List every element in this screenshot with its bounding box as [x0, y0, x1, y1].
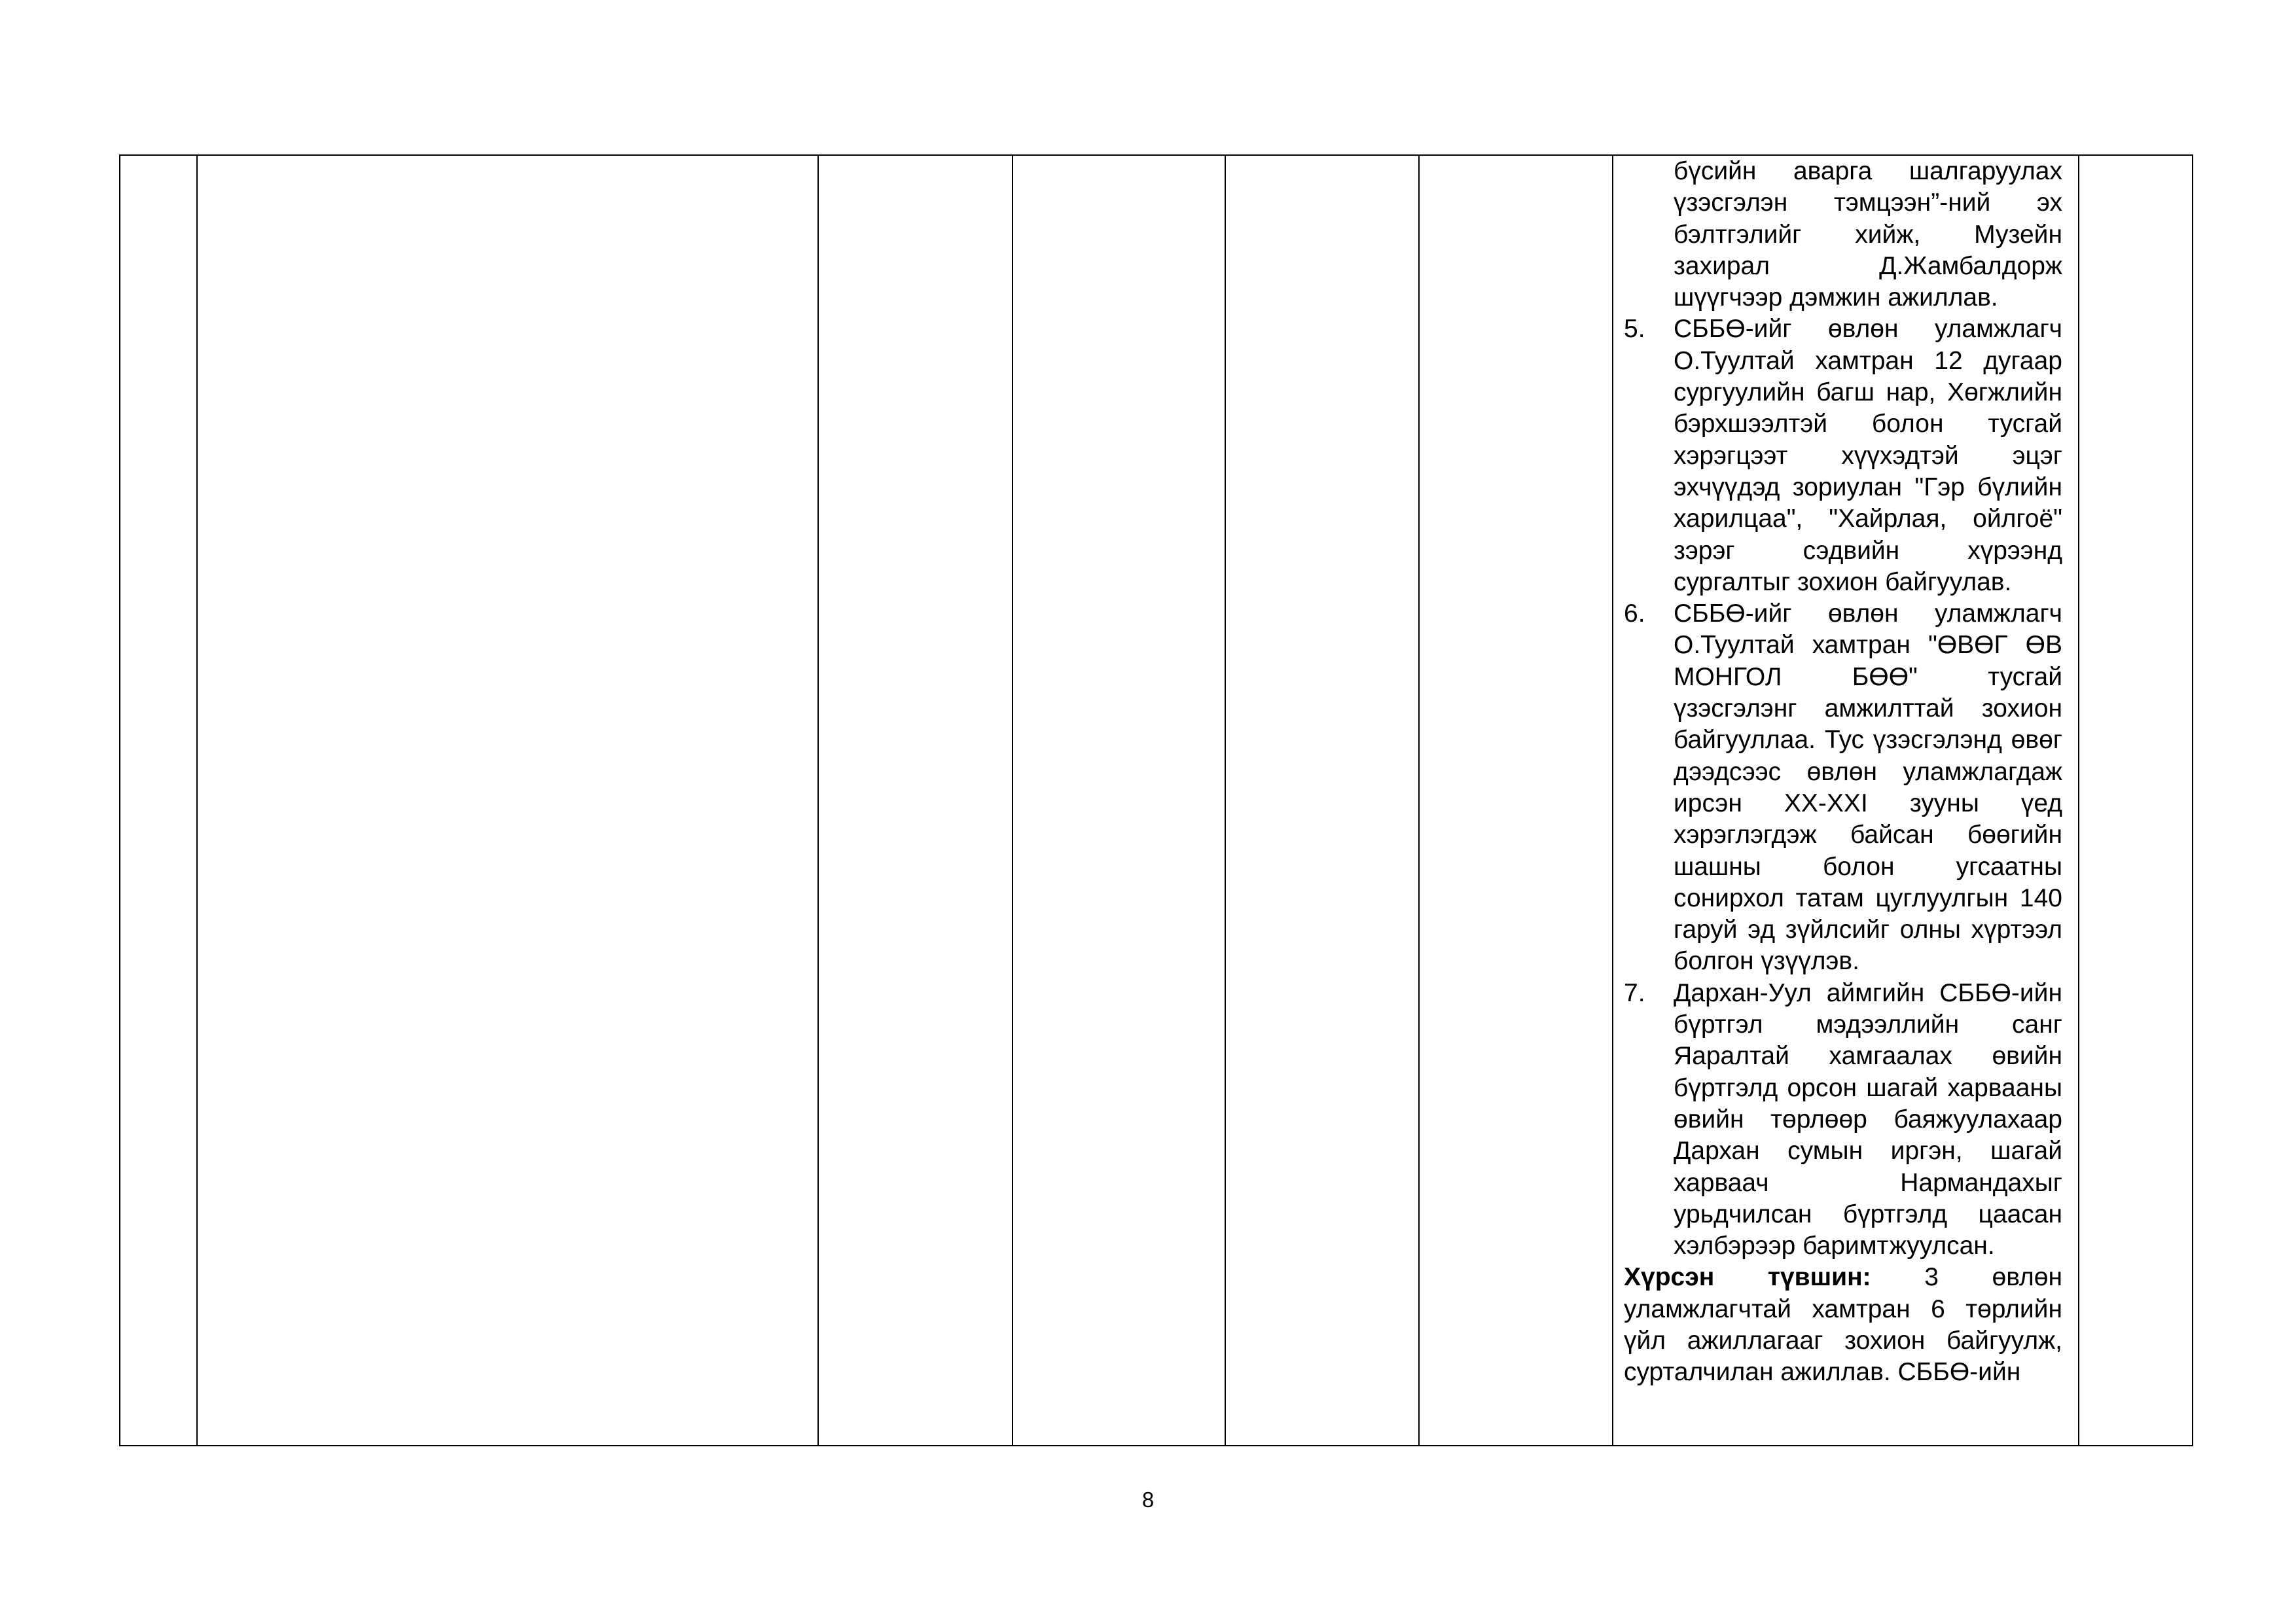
list-item [1624, 156, 2062, 313]
page-number: 8 [1141, 1488, 1155, 1512]
item-text: СББӨ-ийг өвлөн уламжлагч О.Туултай хамтран 12 дугаар сургуулийн багш нар, Хөгжлийн бэрхшээлтэй болон тусгай хэрэгцээт хүүхэдтэй эцэг эхчүүдэд зориулан "Гэр бүлийн харилцаа", "Хайрлая, ойлгоё" зэрэг сэдвийн хүрээнд сургалтыг зохион байгуулав. [1674, 315, 2062, 596]
table-cell-6 [1419, 155, 1613, 1446]
item-number: 5. [1624, 315, 1645, 344]
list-item [1624, 598, 2062, 978]
table-cell-activity [197, 155, 818, 1446]
item-text: Дархан-Уул аймгийн СББӨ-ийн бүртгэл мэдээллийн санг Яаралтай хамгаалах өвийн бүртгэлд орсон шагай харвааны өвийн төрлөөр баяжуулахаар Дархан сумын иргэн, шагай харваач Нармандахыг урьдчилсан бүртгэлд цаасан хэлбэрээр баримтжуулсан. [1674, 978, 2062, 1260]
list-item [1624, 313, 2062, 598]
table-row [120, 155, 2193, 1446]
continuation-text: бүсийн аварга шалгаруулах үзэсгэлэн тэмцээн”-ний эх бэлтгэлийг хийж, Музейн захирал Д.Жамбалдорж шүүгчээр дэмжин ажиллав. [1674, 157, 2062, 312]
item-number: 6. [1624, 599, 1645, 628]
table-cell-5 [1225, 155, 1419, 1446]
performance-list [1624, 156, 2062, 1262]
summary-text: 3 өвлөн уламжлагчтай хамтран 6 төрлийн үйл ажиллагааг зохион байгуулж, сурталчилан ажиллав. СББӨ-ийн [1624, 1263, 2062, 1387]
table-cell-number [120, 155, 197, 1446]
table-cell-8 [2079, 155, 2193, 1446]
item-text: СББӨ-ийг өвлөн уламжлагч О.Туултай хамтран "ӨВӨГ ӨВ МОНГОЛ БӨӨ" тусгай үзэсгэлэнг амжилттай зохион байгууллаа. Тус үзэсгэлэнд өвөг дээдсээс өвлөн уламжлагдаж ирсэн XX-XXI зууны үед хэрэглэгдэж байсан бөөгийн шашны болон угсаатны сонирхол татам цуглуулгын 140 гаруй эд зүйлсийг олны хүртээл болгон үзүүлэв. [1674, 599, 2062, 976]
summary-paragraph [1624, 1262, 2062, 1388]
table-cell-4 [1013, 155, 1225, 1446]
list-item [1624, 978, 2062, 1262]
item-number: 7. [1624, 978, 1645, 1007]
table-cell-3 [818, 155, 1013, 1446]
summary-label: Хүрсэн түвшин: [1624, 1263, 1871, 1292]
table-cell-performance [1613, 155, 2079, 1446]
report-table [119, 154, 2193, 1446]
